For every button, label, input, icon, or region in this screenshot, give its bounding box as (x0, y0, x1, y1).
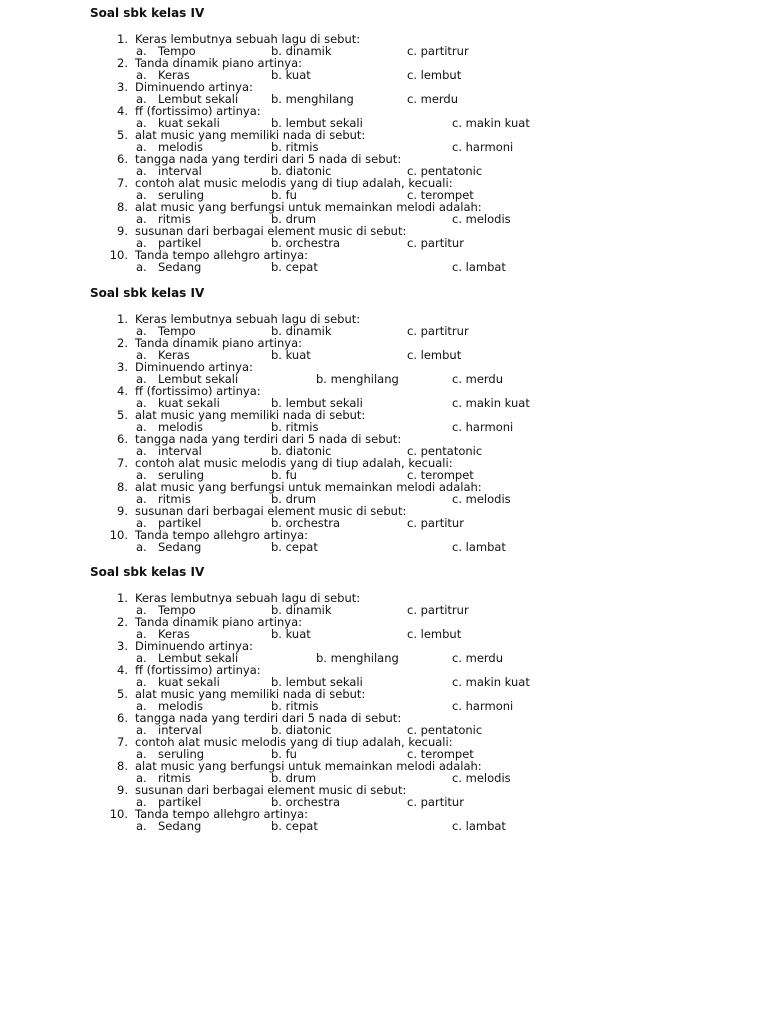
question-7 (0, 736, 768, 748)
question-text: Tanda dinamik piano artinya: (135, 336, 303, 350)
option-a: kuat sekali (158, 675, 220, 689)
option-a: ritmis (158, 212, 191, 226)
question-text: contoh alat music melodis yang di tiup adalah, kecuali: (135, 456, 453, 470)
option-a: Lembut sekali (158, 92, 239, 106)
option-c: c. harmoni (452, 420, 514, 434)
option-a: Tempo (158, 603, 196, 617)
option-b: b. cepat (271, 260, 318, 274)
question-number: 9. (117, 504, 128, 518)
option-a-label: a. (136, 627, 147, 641)
option-a: Keras (158, 348, 190, 362)
options-10 (0, 541, 768, 553)
option-b: b. lembut sekali (271, 675, 363, 689)
question-text: tangga nada yang terdiri dari 5 nada di sebut: (135, 152, 402, 166)
option-b: b. ritmis (271, 699, 319, 713)
option-b: b. drum (271, 771, 317, 785)
question-number: 8. (117, 759, 128, 773)
question-10 (0, 808, 768, 820)
option-b: b. diatonic (271, 444, 332, 458)
option-a-label: a. (136, 492, 147, 506)
option-a: seruling (158, 188, 205, 202)
option-c: c. lembut (407, 627, 462, 641)
options-4 (0, 397, 768, 409)
question-number: 4. (117, 663, 128, 677)
question-6 (0, 712, 768, 724)
question-number: 5. (117, 687, 128, 701)
question-1 (0, 33, 768, 45)
question-number: 1. (117, 312, 128, 326)
option-a: interval (158, 444, 202, 458)
option-a: melodis (158, 699, 203, 713)
question-5 (0, 129, 768, 141)
option-b: b. cepat (271, 540, 318, 554)
option-c: c. terompet (407, 747, 474, 761)
option-c: c. pentatonic (407, 723, 483, 737)
option-b: b. lembut sekali (271, 396, 363, 410)
option-b: b. ritmis (271, 140, 319, 154)
option-b: b. kuat (271, 627, 311, 641)
option-a: interval (158, 723, 202, 737)
option-a-label: a. (136, 260, 147, 274)
option-c: c. melodis (452, 212, 511, 226)
question-4 (0, 664, 768, 676)
section-title: Soal sbk kelas IV (90, 6, 205, 20)
option-a-label: a. (136, 771, 147, 785)
option-c: c. lembut (407, 68, 462, 82)
option-b: b. kuat (271, 348, 311, 362)
option-c: c. lambat (452, 540, 506, 554)
question-text: contoh alat music melodis yang di tiup adalah, kecuali: (135, 735, 453, 749)
question-2 (0, 616, 768, 628)
option-a: Tempo (158, 324, 196, 338)
option-c: c. partitrur (407, 603, 469, 617)
option-a-label: a. (136, 516, 147, 530)
section-title: Soal sbk kelas IV (90, 286, 205, 300)
question-text: Tanda dinamik piano artinya: (135, 56, 303, 70)
question-2 (0, 57, 768, 69)
option-c: c. merdu (452, 651, 504, 665)
option-a-label: a. (136, 140, 147, 154)
options-3 (0, 652, 768, 664)
question-text: alat music yang memiliki nada di sebut: (135, 128, 366, 142)
question-9 (0, 225, 768, 237)
option-c: c. partitur (407, 516, 464, 530)
option-b: b. lembut sekali (271, 116, 363, 130)
option-a-label: a. (136, 675, 147, 689)
option-a-label: a. (136, 819, 147, 833)
question-number: 2. (117, 336, 128, 350)
options-10 (0, 261, 768, 273)
option-a-label: a. (136, 444, 147, 458)
question-7 (0, 177, 768, 189)
question-8 (0, 760, 768, 772)
option-b: b. fu (271, 468, 297, 482)
question-2 (0, 337, 768, 349)
option-a-label: a. (136, 795, 147, 809)
question-5 (0, 409, 768, 421)
option-a-label: a. (136, 603, 147, 617)
option-a: interval (158, 164, 202, 178)
question-text: ff (fortissimo) artinya: (135, 384, 261, 398)
options-2 (0, 349, 768, 361)
option-a-label: a. (136, 116, 147, 130)
question-number: 4. (117, 384, 128, 398)
question-number: 5. (117, 128, 128, 142)
option-c: c. harmoni (452, 699, 514, 713)
question-text: susunan dari berbagai element music di sebut: (135, 224, 407, 238)
question-text: Tanda tempo allehgro artinya: (135, 248, 308, 262)
option-a-label: a. (136, 236, 147, 250)
option-a: Keras (158, 68, 190, 82)
option-b: b. fu (271, 188, 297, 202)
question-text: Tanda tempo allehgro artinya: (135, 528, 308, 542)
option-b: b. orchestra (271, 795, 341, 809)
question-number: 10. (109, 807, 128, 821)
option-a-label: a. (136, 372, 147, 386)
option-b: b. kuat (271, 68, 311, 82)
option-c: c. lambat (452, 260, 506, 274)
question-4 (0, 105, 768, 117)
option-a: partikel (158, 795, 202, 809)
quiz-section-2 (0, 280, 768, 559)
quiz-section-1 (0, 0, 768, 279)
option-c: c. pentatonic (407, 164, 483, 178)
question-10 (0, 529, 768, 541)
option-b: b. fu (271, 747, 297, 761)
question-text: alat music yang memiliki nada di sebut: (135, 408, 366, 422)
question-number: 9. (117, 783, 128, 797)
question-number: 3. (117, 80, 128, 94)
option-a: melodis (158, 420, 203, 434)
question-text: Keras lembutnya sebuah lagu di sebut: (135, 591, 361, 605)
option-b: b. ritmis (271, 420, 319, 434)
options-10 (0, 820, 768, 832)
option-b: b. orchestra (271, 236, 341, 250)
option-a: seruling (158, 747, 205, 761)
option-a: Sedang (158, 540, 202, 554)
question-number: 7. (117, 456, 128, 470)
option-a: Lembut sekali (158, 651, 239, 665)
option-c: c. partitur (407, 795, 464, 809)
option-a: Sedang (158, 819, 202, 833)
option-c: c. melodis (452, 492, 511, 506)
question-number: 1. (117, 32, 128, 46)
question-1 (0, 592, 768, 604)
option-a-label: a. (136, 540, 147, 554)
question-number: 10. (109, 248, 128, 262)
option-b: b. diatonic (271, 723, 332, 737)
question-text: alat music yang berfungsi untuk memainkan melodi adalah: (135, 200, 482, 214)
option-b: b. orchestra (271, 516, 341, 530)
question-number: 7. (117, 735, 128, 749)
option-a-label: a. (136, 651, 147, 665)
options-1 (0, 45, 768, 57)
question-9 (0, 784, 768, 796)
option-a-label: a. (136, 44, 147, 58)
question-number: 6. (117, 711, 128, 725)
option-b: b. dinamik (271, 603, 332, 617)
question-number: 6. (117, 152, 128, 166)
option-a: partikel (158, 516, 202, 530)
question-number: 2. (117, 615, 128, 629)
question-4 (0, 385, 768, 397)
question-text: Diminuendo artinya: (135, 360, 253, 374)
option-c: c. pentatonic (407, 444, 483, 458)
option-a-label: a. (136, 420, 147, 434)
question-number: 3. (117, 360, 128, 374)
option-b: b. menghilang (316, 651, 399, 665)
option-b: b. dinamik (271, 324, 332, 338)
question-text: Tanda tempo allehgro artinya: (135, 807, 308, 821)
options-4 (0, 117, 768, 129)
option-a: Tempo (158, 44, 196, 58)
section-title: Soal sbk kelas IV (90, 565, 205, 579)
option-c: c. makin kuat (452, 396, 530, 410)
option-c: c. harmoni (452, 140, 514, 154)
question-text: ff (fortissimo) artinya: (135, 104, 261, 118)
option-a: melodis (158, 140, 203, 154)
question-number: 3. (117, 639, 128, 653)
option-a-label: a. (136, 747, 147, 761)
question-number: 5. (117, 408, 128, 422)
question-text: tangga nada yang terdiri dari 5 nada di sebut: (135, 432, 402, 446)
question-text: Diminuendo artinya: (135, 80, 253, 94)
question-8 (0, 201, 768, 213)
question-text: contoh alat music melodis yang di tiup adalah, kecuali: (135, 176, 453, 190)
option-a: kuat sekali (158, 116, 220, 130)
option-a: kuat sekali (158, 396, 220, 410)
question-3 (0, 81, 768, 93)
question-text: alat music yang memiliki nada di sebut: (135, 687, 366, 701)
option-a: ritmis (158, 771, 191, 785)
options-4 (0, 676, 768, 688)
question-number: 6. (117, 432, 128, 446)
options-1 (0, 325, 768, 337)
option-a: Sedang (158, 260, 202, 274)
option-a-label: a. (136, 68, 147, 82)
option-a: ritmis (158, 492, 191, 506)
question-text: alat music yang berfungsi untuk memainkan melodi adalah: (135, 480, 482, 494)
question-text: susunan dari berbagai element music di sebut: (135, 504, 407, 518)
question-text: Diminuendo artinya: (135, 639, 253, 653)
option-a-label: a. (136, 396, 147, 410)
option-b: b. diatonic (271, 164, 332, 178)
option-a-label: a. (136, 92, 147, 106)
question-text: tangga nada yang terdiri dari 5 nada di sebut: (135, 711, 402, 725)
option-c: c. lambat (452, 819, 506, 833)
option-b: b. drum (271, 492, 317, 506)
option-c: c. terompet (407, 468, 474, 482)
option-a-label: a. (136, 188, 147, 202)
question-text: susunan dari berbagai element music di sebut: (135, 783, 407, 797)
question-number: 7. (117, 176, 128, 190)
option-b: b. drum (271, 212, 317, 226)
question-number: 4. (117, 104, 128, 118)
option-a-label: a. (136, 164, 147, 178)
question-number: 8. (117, 480, 128, 494)
option-a-label: a. (136, 348, 147, 362)
question-number: 1. (117, 591, 128, 605)
option-b: b. cepat (271, 819, 318, 833)
option-a: Lembut sekali (158, 372, 239, 386)
option-c: c. partitur (407, 236, 464, 250)
option-b: b. dinamik (271, 44, 332, 58)
option-c: c. partitrur (407, 44, 469, 58)
question-9 (0, 505, 768, 517)
option-a-label: a. (136, 723, 147, 737)
question-text: alat music yang berfungsi untuk memainkan melodi adalah: (135, 759, 482, 773)
options-1 (0, 604, 768, 616)
options-3 (0, 93, 768, 105)
option-a-label: a. (136, 212, 147, 226)
options-3 (0, 373, 768, 385)
options-2 (0, 69, 768, 81)
question-1 (0, 313, 768, 325)
option-c: c. terompet (407, 188, 474, 202)
question-5 (0, 688, 768, 700)
option-a: Keras (158, 627, 190, 641)
option-a: partikel (158, 236, 202, 250)
option-a: seruling (158, 468, 205, 482)
option-c: c. melodis (452, 771, 511, 785)
question-8 (0, 481, 768, 493)
question-10 (0, 249, 768, 261)
option-c: c. makin kuat (452, 675, 530, 689)
quiz-section-3 (0, 559, 768, 838)
option-c: c. makin kuat (452, 116, 530, 130)
option-c: c. merdu (407, 92, 459, 106)
question-6 (0, 153, 768, 165)
question-number: 2. (117, 56, 128, 70)
option-c: c. partitrur (407, 324, 469, 338)
option-a-label: a. (136, 324, 147, 338)
option-c: c. merdu (452, 372, 504, 386)
question-7 (0, 457, 768, 469)
question-text: ff (fortissimo) artinya: (135, 663, 261, 677)
options-2 (0, 628, 768, 640)
question-text: Keras lembutnya sebuah lagu di sebut: (135, 312, 361, 326)
option-c: c. lembut (407, 348, 462, 362)
option-a-label: a. (136, 468, 147, 482)
question-text: Tanda dinamik piano artinya: (135, 615, 303, 629)
question-text: Keras lembutnya sebuah lagu di sebut: (135, 32, 361, 46)
question-number: 8. (117, 200, 128, 214)
question-number: 9. (117, 224, 128, 238)
option-a-label: a. (136, 699, 147, 713)
question-number: 10. (109, 528, 128, 542)
option-b: b. menghilang (271, 92, 354, 106)
question-6 (0, 433, 768, 445)
option-b: b. menghilang (316, 372, 399, 386)
